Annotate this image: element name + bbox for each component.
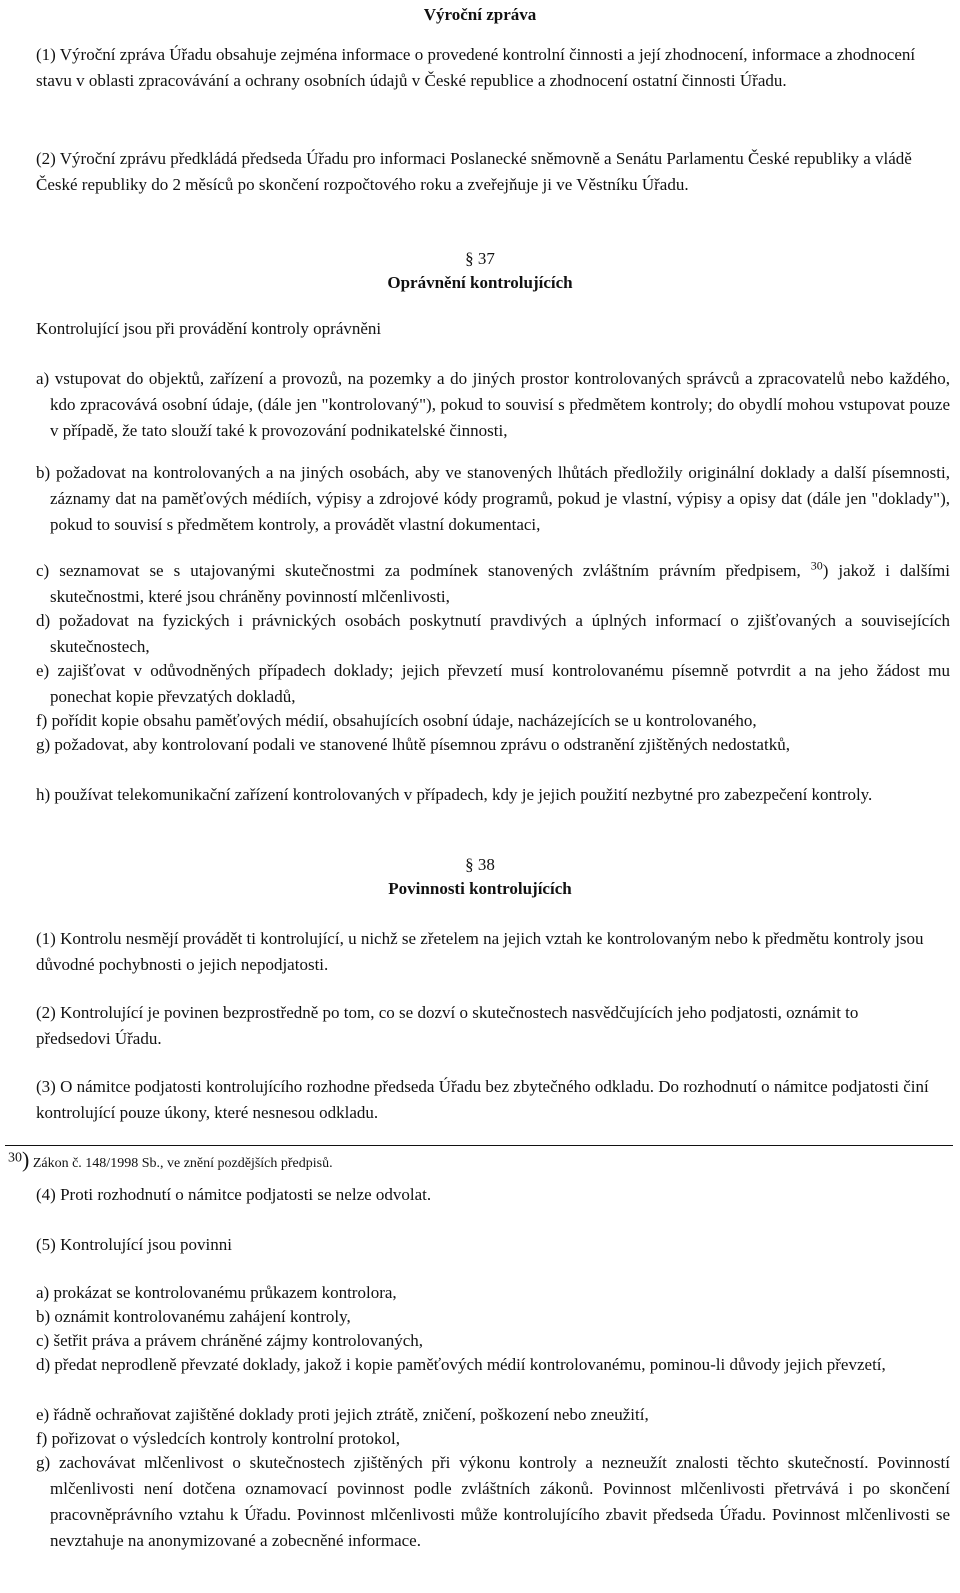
section-38-item-a: a) prokázat se kontrolovanému průkazem kontrolora,	[36, 1283, 397, 1302]
section-38-title: Povinnosti kontrolujících	[388, 879, 572, 898]
section-37-item-f: f) pořídit kopie obsahu paměťových médií, obsahujících osobní údaje, nacházejících se u kontrolovaného,	[36, 711, 757, 730]
section-37-item-c	[36, 558, 950, 610]
section-38-number: § 38	[465, 855, 495, 874]
footnote-ref: 30	[810, 558, 823, 573]
section-37-item-c-text: c) seznamovat se s utajovanými skutečnostmi za podmínek stanovených zvláštním právním předpisem,	[36, 561, 801, 580]
section-38-item-g: g) zachovávat mlčenlivost o skutečnostech zjištěných při výkonu kontroly a nezneužít znalosti těchto skutečností. Povinností mlčenlivosti není dotčena oznamovací povinnost podle zvláštních zákonů. Povinnost mlčenlivosti přetrvává i po skončení pracovněprávního vztahu k Úřadu. Povinnost mlčenlivosti může kontrolujícího zbavit předseda Úřadu. Povinnost mlčenlivosti se nevztahuje na anonymizované a zobecněné informace.	[36, 1453, 950, 1550]
section-37-item-c-tail: ) jakož i dalšími skutečnostmi, které jsou chráněny povinností mlčenlivosti,	[50, 561, 950, 606]
section-38-item-f: f) pořizovat o výsledcích kontroly kontrolní protokol,	[36, 1429, 401, 1448]
intro-paragraph-1: (1) Výroční zpráva Úřadu obsahuje zejména informace o provedené kontrolní činnosti a její zhodnocení, informace a zhodnocení stavu v oblasti zpracovávání a ochrany osobních údajů v České republice a zhodnocení ostatní činnosti Úřadu.	[36, 45, 916, 90]
section-38-paragraph-5: (5) Kontrolující jsou povinni	[36, 1235, 232, 1254]
section-37-lead: Kontrolující jsou při provádění kontroly oprávněni	[36, 319, 382, 338]
section-38-item-d: d) předat neprodleně převzaté doklady, jakož i kopie paměťových médií kontrolovanému, pominou-li důvody jejich převzetí,	[36, 1355, 886, 1374]
section-37-item-d: d) požadovat na fyzických i právnických osobách poskytnutí pravdivých a úplných informací o zjišťovaných a souvisejících skutečnostech,	[36, 611, 950, 656]
section-37-item-g: g) požadovat, aby kontrolovaní podali ve stanovené lhůtě písemnou zprávu o odstranění zjištěných nedostatků,	[36, 735, 790, 754]
section-38-paragraph-2: (2) Kontrolující je povinen bezprostředně po tom, co se dozví o skutečnostech nasvědčujících jeho podjatosti, oznámit to předsedovi Úřadu.	[36, 1003, 859, 1048]
section-37-number: § 37	[465, 249, 495, 268]
footnote-paren: )	[22, 1147, 30, 1172]
section-37-item-e: e) zajišťovat v odůvodněných případech doklady; jejich převzetí musí kontrolovanému písemně potvrdit a na jeho žádost mu ponechat kopie převzatých dokladů,	[36, 661, 950, 706]
section-37-item-b: b) požadovat na kontrolovaných a na jiných osobách, aby ve stanovených lhůtách předložily originální doklady a další písemnosti, záznamy dat na paměťových médiích, výpisy a zdrojové kódy programů, pokud je vlastní, výpisy a opisy dat (dále jen "doklady"), pokud to souvisí s předmětem kontroly, a provádět vlastní dokumentaci,	[36, 463, 950, 534]
section-38-paragraph-3: (3) O námitce podjatosti kontrolujícího rozhodne předseda Úřadu bez zbytečného odkladu. Do rozhodnutí o námitce podjatosti činí kontrolující pouze úkony, které nesnesou odkladu.	[36, 1077, 929, 1122]
document-title: Výroční zpráva	[423, 5, 537, 24]
section-37-item-a: a) vstupovat do objektů, zařízení a provozů, na pozemky a do jiných prostor kontrolovaných správců a zpracovatelů nebo každého, kdo zpracovává osobní údaje, (dále jen "kontrolovaný"), pokud to souvisí s předmětem kontroly; do obydlí mohou vstupovat pouze v případě, že tato slouží také k provozování podnikatelské činnosti,	[36, 369, 950, 440]
section-37-title: Oprávnění kontrolujících	[387, 273, 573, 292]
footnote	[8, 1147, 333, 1177]
section-38-paragraph-1: (1) Kontrolu nesmějí provádět ti kontrolující, u nichž se zřetelem na jejich vztah ke kontrolovaným nebo k předmětu kontroly jsou důvodné pochybnosti o jejich nepodjatosti.	[36, 929, 924, 974]
intro-paragraph-2: (2) Výroční zprávu předkládá předseda Úřadu pro informaci Poslanecké sněmovně a Senátu Parlamentu České republiky a vládě České republiky do 2 měsíců po skončení rozpočtového roku a zveřejňuje ji ve Věstníku Úřadu.	[36, 149, 912, 194]
section-37-item-h: h) používat telekomunikační zařízení kontrolovaných v případech, kdy je jejich použití nezbytné pro zabezpečení kontroly.	[36, 785, 873, 804]
footnote-text: Zákon č. 148/1998 Sb., ve znění pozdějších předpisů.	[29, 1156, 333, 1171]
section-38-paragraph-4: (4) Proti rozhodnutí o námitce podjatosti se nelze odvolat.	[36, 1185, 432, 1204]
section-38-item-c: c) šetřit práva a právem chráněné zájmy kontrolovaných,	[36, 1331, 424, 1350]
footnote-divider	[5, 1145, 953, 1146]
section-38-item-e: e) řádně ochraňovat zajištěné doklady proti jejich ztrátě, zničení, poškození nebo zneužití,	[36, 1405, 649, 1424]
footnote-mark: 30	[8, 1150, 22, 1166]
section-38-item-b: b) oznámit kontrolovanému zahájení kontroly,	[36, 1307, 351, 1326]
